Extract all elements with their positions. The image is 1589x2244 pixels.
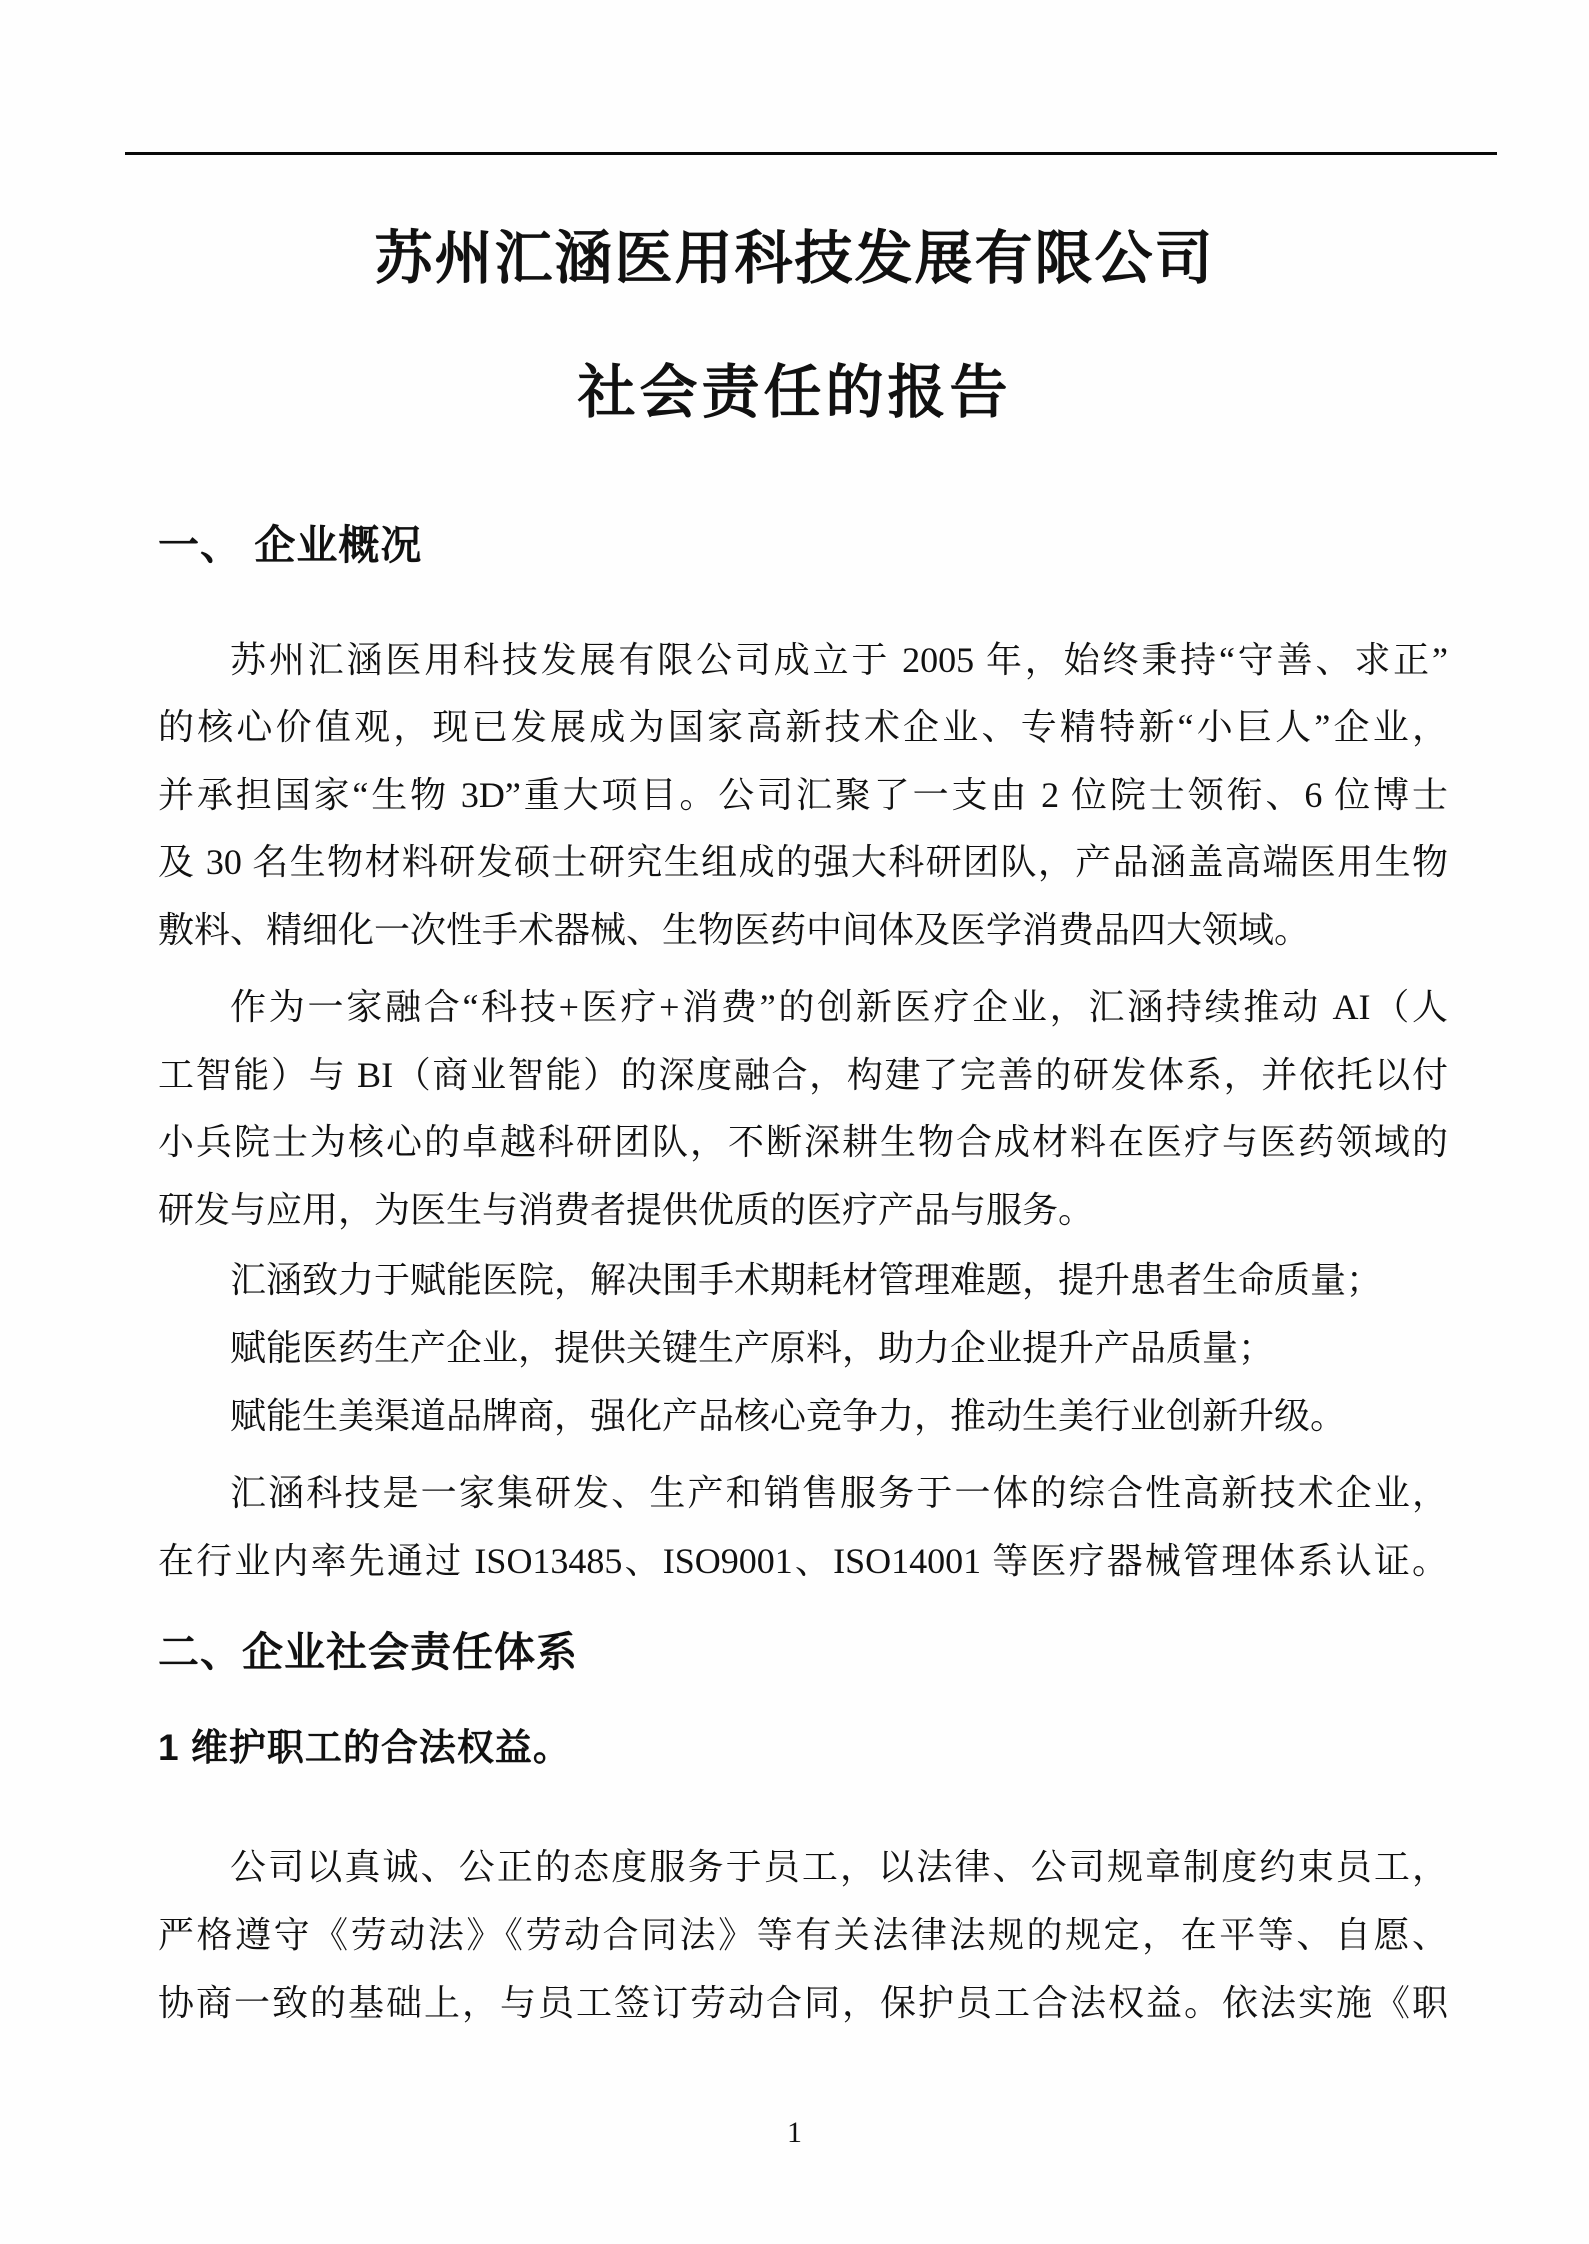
body-line: 苏州汇涵医用科技发展有限公司成立于 2005 年，始终秉持“守善、求正” [230,640,1448,680]
body-line: 的核心价值观，现已发展成为国家高新技术企业、专精特新“小巨人”企业， [158,707,1448,747]
document-title: 苏州汇涵医用科技发展有限公司 [374,226,1215,291]
body-line: 汇涵科技是一家集研发、生产和销售服务于一体的综合性高新技术企业， [230,1473,1448,1513]
body-line: 敷料、精细化一次性手术器械、生物医药中间体及医学消费品四大领域。 [158,910,1311,950]
document-body [158,0,1448,2244]
body-line: 作为一家融合“科技+医疗+消费”的创新医疗企业，汇涵持续推动 AI（人 [230,987,1448,1027]
body-line: 小兵院士为核心的卓越科研团队，不断深耕生物合成材料在医疗与医药领域的 [158,1122,1448,1162]
body-line: 在行业内率先通过 ISO13485、ISO9001、ISO14001 等医疗器械管理体系认证。 [158,1541,1448,1581]
body-line: 研发与应用，为医生与消费者提供优质的医疗产品与服务。 [158,1190,1095,1230]
body-line: 公司以真诚、公正的态度服务于员工，以法律、公司规章制度约束员工， [230,1847,1448,1887]
body-line: 及 30 名生物材料研发硕士研究生组成的强大科研团队，产品涵盖高端医用生物 [158,842,1448,882]
body-line: 汇涵致力于赋能医院，解决围手术期耗材管理难题，提升患者生命质量； [230,1260,1383,1300]
body-line: 协商一致的基础上，与员工签订劳动合同，保护员工合法权益。依法实施《职 [158,1983,1448,2023]
body-line: 工智能）与 BI（商业智能）的深度融合，构建了完善的研发体系，并依托以付 [158,1055,1448,1095]
body-line: 严格遵守《劳动法》《劳动合同法》等有关法律法规的规定，在平等、自愿、 [158,1915,1448,1955]
document-subtitle: 社会责任的报告 [577,360,1012,425]
body-line: 并承担国家“生物 3D”重大项目。公司汇聚了一支由 2 位院士领衔、6 位博士 [158,775,1448,815]
section-heading-2: 二、企业社会责任体系 [158,1629,578,1675]
body-line: 赋能生美渠道品牌商，强化产品核心竞争力，推动生美行业创新升级。 [230,1396,1347,1436]
subsection-heading-1: 1 维护职工的合法权益。 [158,1727,571,1768]
section-heading-1: 一、 企业概况 [158,522,423,568]
body-line: 赋能医药生产企业，提供关键生产原料，助力企业提升产品质量； [230,1328,1275,1368]
page-number: 1 [787,2116,802,2149]
